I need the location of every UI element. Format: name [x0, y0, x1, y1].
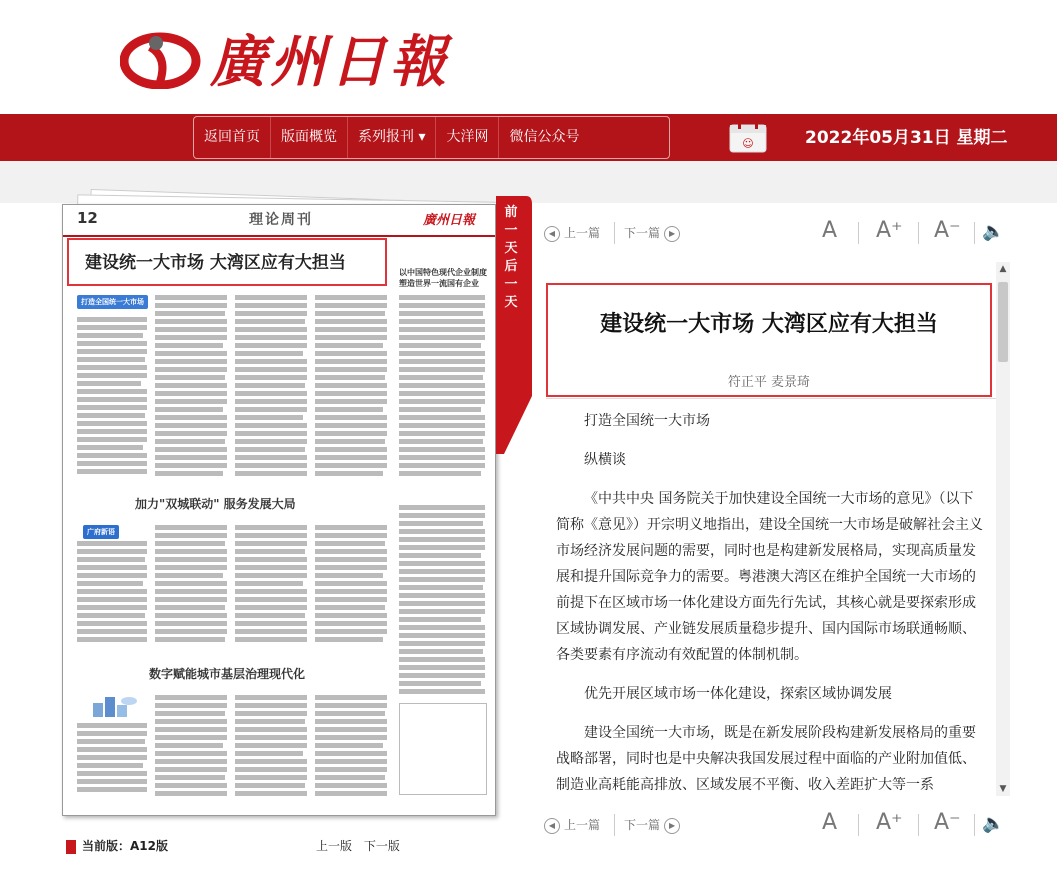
next-article-button[interactable] — [624, 224, 684, 242]
article-paragraph: 打造全国统一大市场 — [584, 413, 710, 429]
speaker-icon-bottom[interactable]: 🔈 — [982, 813, 1005, 834]
article-paragraph: 建设全国统一大市场，既是在新发展阶段构建新发展格局的重要战略部署，同时也是中央解决我国发展过程中面临的产业附加值低、制造业高耗能高排放、区域发展不平衡、收入差距扩大等一系 — [556, 725, 976, 793]
current-page-label: 当前版： — [82, 839, 131, 853]
article-body — [556, 408, 986, 796]
font-normal-button[interactable]: A — [822, 218, 838, 243]
nav-dayoo[interactable]: 大洋网 — [436, 117, 499, 158]
paper-subtitle-1[interactable]: 加力"双城联动" 服务发展大局 — [135, 497, 296, 511]
article-paragraph: 纵横谈 — [584, 452, 626, 468]
day-switch-tab[interactable] — [496, 196, 532, 456]
font-larger-button[interactable]: A⁺ — [876, 218, 903, 243]
prev-article-button-bottom[interactable] — [544, 816, 600, 834]
nav-home[interactable]: 返回首页 — [194, 117, 271, 158]
prev-article-label: 上一篇 — [564, 818, 601, 832]
paper-headline-highlight[interactable] — [67, 238, 387, 286]
scroll-down-icon[interactable]: ▼ — [999, 784, 1007, 794]
article-author: 符正平 麦景琦 — [727, 375, 811, 390]
paper-subtitle-2[interactable]: 数字赋能城市基层治理现代化 — [149, 667, 306, 681]
paper-badge-market: 打造全国统一大市场 — [77, 295, 148, 309]
article-scrollbar[interactable] — [996, 262, 1010, 796]
current-page-info — [66, 837, 168, 854]
font-normal-button-bottom[interactable]: A — [822, 810, 838, 835]
nav-menu — [193, 116, 670, 159]
paper-header — [63, 205, 495, 237]
next-article-button-bottom[interactable] — [624, 816, 684, 834]
nav-wechat[interactable]: 微信公众号 — [509, 129, 580, 145]
article-toolbar-top — [542, 218, 1010, 248]
prev-article-label: 上一篇 — [564, 226, 601, 240]
prev-article-button[interactable] — [544, 224, 600, 242]
scroll-up-icon[interactable]: ▲ — [999, 264, 1007, 274]
prev-arrow-icon: ◀ — [544, 226, 560, 242]
paper-sheet — [62, 204, 496, 816]
paper-page-number: 12 — [77, 209, 98, 227]
speaker-icon[interactable]: 🔈 — [982, 221, 1005, 242]
font-smaller-button[interactable]: A⁻ — [934, 218, 961, 243]
next-arrow-icon: ▶ — [664, 226, 680, 242]
nav-overview[interactable]: 版面概览 — [271, 117, 348, 158]
paper-badge-guangfu: 广府新语 — [83, 525, 119, 539]
paper-illustration — [89, 693, 139, 717]
nav-series[interactable]: 系列报刊 ▾ — [348, 117, 436, 158]
newspaper-page[interactable] — [62, 196, 494, 816]
next-article-label: 下一篇 — [624, 818, 661, 832]
article-paragraph: 优先开展区域市场一体化建设，探索区域协调发展 — [584, 686, 892, 702]
svg-text:☺: ☺ — [742, 137, 754, 150]
next-page-link[interactable]: 下一版 — [363, 839, 400, 853]
paper-section-title: 理论周刊 — [249, 212, 313, 228]
prev-arrow-icon: ◀ — [544, 818, 560, 834]
article-toolbar-bottom — [542, 810, 1010, 840]
article-divider — [546, 398, 996, 399]
calendar-icon[interactable] — [729, 121, 767, 153]
day-switch-label[interactable]: 前一天后一天 — [504, 205, 518, 310]
page-navigation — [316, 837, 408, 854]
paper-logo: 廣州日報 — [422, 213, 475, 228]
scroll-thumb[interactable] — [998, 282, 1008, 362]
site-logo[interactable] — [120, 16, 450, 100]
logo-mark-icon — [120, 27, 206, 89]
article-paragraph: 《中共中央 国务院关于加快建设全国统一大市场的意见》（以下简称《意见》）开宗明义地指出，建设全国统一大市场是破解社会主义市场经济发展问题的需要，同时也是构建新发展格局，实现高质量发展和提升国际竞争力的需要。粤港澳大湾区在维护全国统一大市场的前提下在区域市场一体化建设方面先行先试，其核心就是要探索形成区域协调发展、产业链发展质量稳步提升、国内国际市场联通畅顺、各类要素有序流动有效配置的体制机制。 — [556, 491, 983, 663]
prev-page-link[interactable]: 上一版 — [316, 839, 353, 853]
font-larger-button-bottom[interactable]: A⁺ — [876, 810, 903, 835]
current-date: 2022年05月31日 星期二 — [805, 128, 1008, 148]
current-page-value: A12版 — [130, 839, 169, 853]
article-content[interactable] — [546, 262, 996, 796]
article-title-box — [546, 283, 992, 397]
next-arrow-icon: ▶ — [664, 818, 680, 834]
paper-side-title[interactable]: 以中国特色现代企业制度塑造世界一流国有企业 — [399, 267, 487, 288]
site-header — [0, 0, 1057, 114]
paper-headline: 建设统一大市场 大湾区应有大担当 — [85, 253, 346, 273]
current-page-icon — [66, 840, 76, 854]
font-smaller-button-bottom[interactable]: A⁻ — [934, 810, 961, 835]
article-title: 建设统一大市场 大湾区应有大担当 — [600, 312, 938, 337]
next-article-label: 下一篇 — [624, 226, 661, 240]
logo-text: 廣州日報 — [210, 29, 450, 95]
